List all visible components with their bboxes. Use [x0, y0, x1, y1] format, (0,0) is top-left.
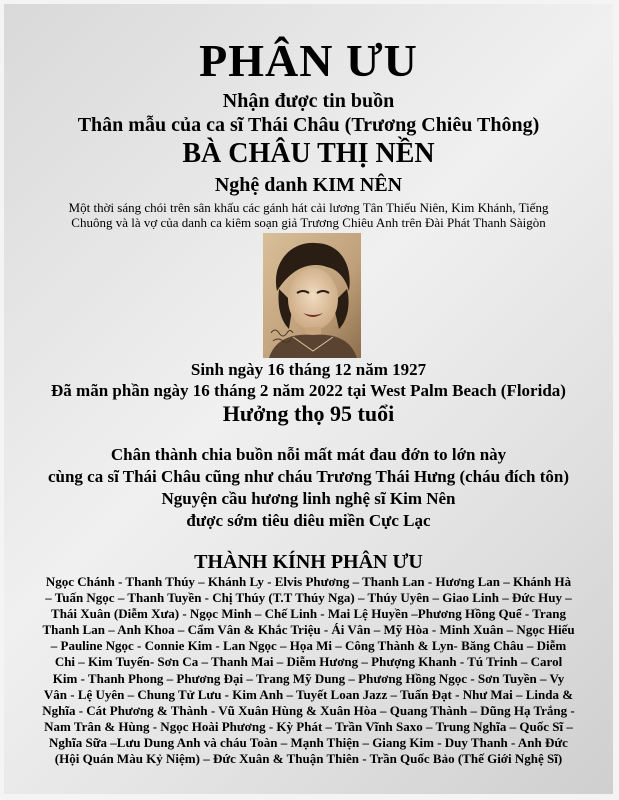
biography-line: Chuông và là vợ của danh ca kiêm soạn giả Trương Chiêu Anh trên Đài Phát Thanh Sàigòn	[71, 215, 546, 230]
signatory-line: (Hội Quán Màu Kỷ Niệm) – Đức Xuân & Thuận Thiên - Trần Quốc Bảo (Thế Giới Nghệ Sĩ)	[54, 751, 563, 767]
death-date: Đã mãn phần ngày 16 tháng 2 năm 2022 tại West Palm Beach (Florida)	[51, 381, 566, 400]
portrait-photo-icon	[263, 233, 361, 358]
signatory-line: – Pauline Ngọc - Connie Kim - Lan Ngọc – Họa Mi – Công Thành & Lyn- Băng Châu – Diễm	[50, 638, 567, 654]
notice-title: PHÂN ƯU	[199, 35, 418, 86]
condolence-message-line: Chân thành chia buồn nỗi mất mát đau đớn to lớn này	[110, 445, 507, 464]
signatory-list	[32, 574, 585, 767]
condolence-message-line: được sớm tiêu diêu miền Cực Lạc	[186, 511, 431, 530]
portrait-photo	[263, 233, 361, 358]
birth-date: Sinh ngày 16 tháng 12 năm 1927	[190, 360, 427, 379]
signatory-line: Thái Xuân (Diễm Xưa) - Ngọc Minh – Chế Linh - Mai Lệ Huyền –Phương Hồng Quế - Trang	[51, 606, 566, 622]
notice-panel	[4, 4, 613, 794]
announcement-line: Nhận được tin buồn	[222, 90, 395, 112]
condolence-heading: THÀNH KÍNH PHÂN ƯU	[194, 551, 423, 573]
signatory-line: Ngọc Chánh - Thanh Thúy – Khánh Ly - Elvis Phương – Thanh Lan - Hương Lan – Khánh Hà	[45, 574, 572, 589]
age-line: Hưởng thọ 95 tuổi	[222, 401, 395, 426]
signatory-line: Nghĩa - Cát Phương & Thành - Vũ Xuân Hùng & Xuân Hòa – Quang Thành – Dũng Hạ Trắng -	[42, 702, 575, 718]
signatory-line: Thanh Lan – Anh Khoa – Cẩm Vân & Khắc Triệu - Ái Vân – Mỹ Hòa - Minh Xuân – Ngọc Hiếu	[42, 622, 575, 638]
signatory-line: Nam Trân & Hùng - Ngọc Hoài Phương - Kỳ Phát – Trần Vĩnh Saxo – Trung Nghĩa – Quốc Sĩ –	[44, 718, 573, 734]
biography-line: Một thời sáng chói trên sân khấu các gánh hát cải lương Tân Thiếu Niên, Kim Khánh, Tiếng	[68, 200, 549, 215]
signatory-line: Kim - Thanh Phong – Phương Đại – Trang Mỹ Dung – Phương Hồng Ngọc - Sơn Tuyền – Vy	[52, 670, 565, 686]
signatory-line: Chi – Kim Tuyến- Sơn Ca – Thanh Mai – Diễm Hương – Phượng Khanh - Tú Trinh – Carol	[54, 654, 563, 670]
signatory-line: – Tuấn Ngọc – Thanh Tuyền - Chị Thúy (T.T Thúy Nga) – Thúy Uyên – Giao Linh – Đức Huy –	[45, 590, 572, 606]
deceased-name: BÀ CHÂU THỊ NỀN	[182, 138, 435, 169]
condolence-message-line: Nguyện cầu hương linh nghệ sĩ Kim Nên	[161, 489, 456, 508]
stage-name: Nghệ danh KIM NÊN	[214, 174, 403, 196]
relation-line: Thân mẫu của ca sĩ Thái Châu (Trương Chiêu Thông)	[77, 114, 540, 136]
biography-text	[24, 200, 593, 230]
condolence-message-line: cùng ca sĩ Thái Châu cũng như cháu Trương Thái Hưng (cháu đích tôn)	[47, 467, 570, 486]
signatory-line: Vân - Lệ Uyên – Chung Tử Lưu - Kim Anh – Tuyết Loan Jazz – Tuấn Đạt - Như Mai – Linda &	[43, 686, 574, 702]
signatory-line: Nghĩa Sữa –Lưu Dung Anh và cháu Toàn – Mạnh Thiện – Giang Kim - Duy Thanh - Anh Đức	[49, 734, 568, 750]
